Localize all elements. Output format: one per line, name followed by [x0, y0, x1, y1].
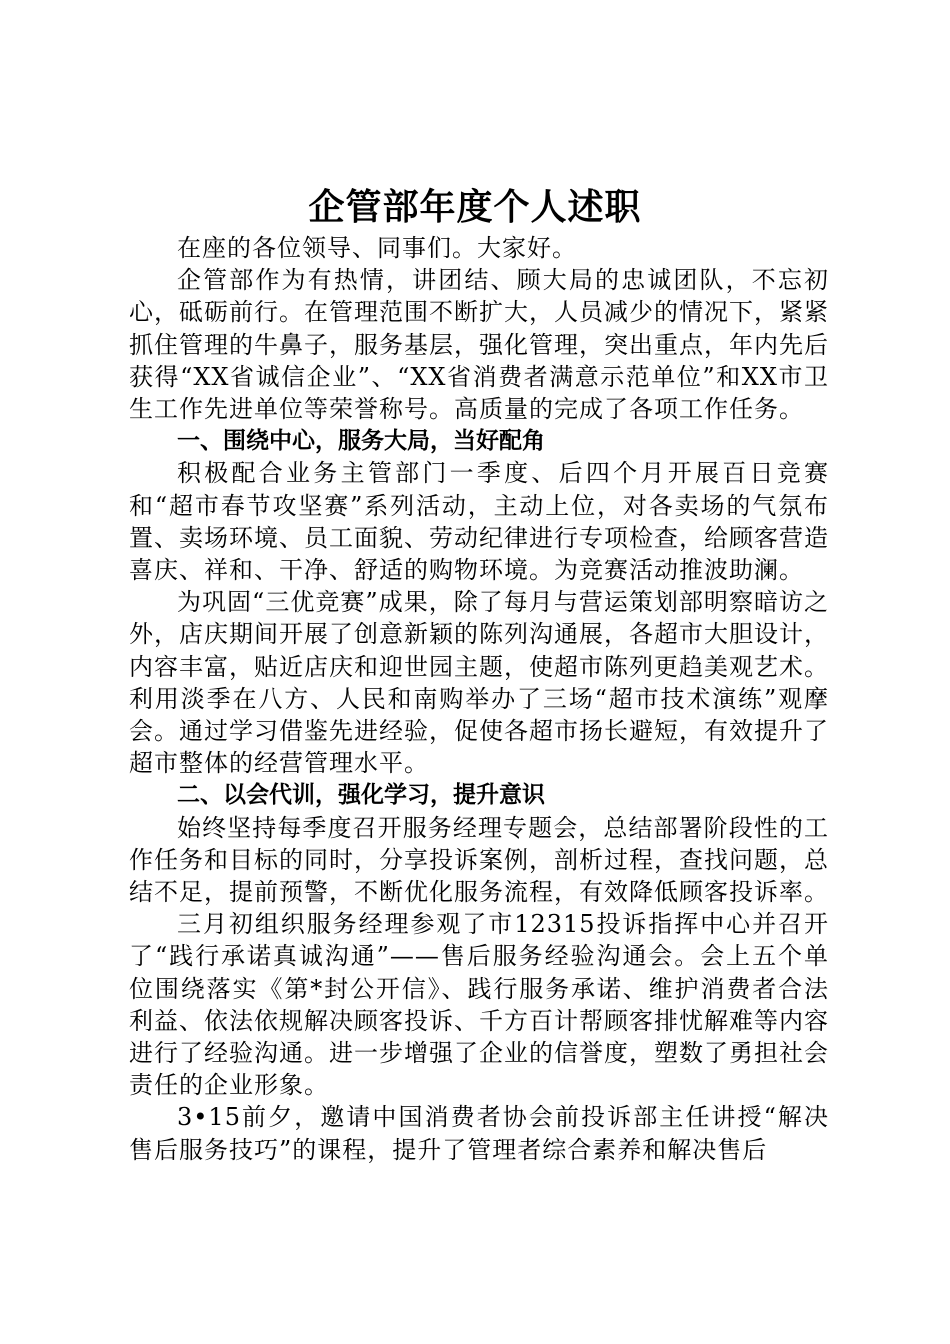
paragraph-section1-a: 积极配合业务主管部门一季度、后四个月开展百日竞赛和“超市春节攻坚赛”系列活动，主动上位，对各卖场的气氛布置、卖场环境、员工面貌、劳动纪律进行专项检查，给顾客营造喜庆、祥和、干净、舒适的购物环境。为竞赛活动推波助澜。	[129, 459, 829, 585]
paragraph-intro: 企管部作为有热情，讲团结、顾大局的忠诚团队，不忘初心，砥砺前行。在管理范围不断扩大，人员减少的情况下，紧紧抓住管理的牛鼻子，服务基层，强化管理，突出重点，年内先后获得“XX省诚信企业”、“XX省消费者满意示范单位”和XX市卫生工作先进单位等荣誉称号。高质量的完成了各项工作任务。	[129, 266, 829, 424]
paragraph-section2-a: 始终坚持每季度召开服务经理专题会，总结部署阶段性的工作任务和目标的同时，分享投诉案例，剖析过程，查找问题，总结不足，提前预警，不断优化服务流程，有效降低顾客投诉率。	[129, 813, 829, 907]
document-title: 企管部年度个人述职	[308, 186, 642, 228]
section-heading-2: 二、以会代训，强化学习，提升意识	[177, 782, 545, 809]
paragraph-greeting: 在座的各位领导、同事们。大家好。	[177, 234, 577, 262]
paragraph-section2-b: 三月初组织服务经理参观了市12315投诉指挥中心并召开了“践行承诺真诚沟通”——售后服务经验沟通会。会上五个单位围绕落实《第*封公开信》、践行服务承诺、维护消费者合法利益、依法依规解决顾客投诉、千方百计帮顾客排忧解难等内容进行了经验沟通。进一步增强了企业的信誉度，塑数了勇担社会责任的企业形象。	[129, 910, 829, 1100]
section-heading-1: 一、围绕中心，服务大局，当好配角	[177, 428, 545, 455]
paragraph-section2-c: 3•15前夕，邀请中国消费者协会前投诉部主任讲授“解决售后服务技巧”的课程，提升了管理者综合素养和解决售后	[129, 1103, 829, 1164]
document-body	[129, 232, 829, 1166]
paragraph-section1-b: 为巩固“三优竞赛”成果，除了每月与营运策划部明察暗访之外，店庆期间开展了创意新颖的陈列沟通展，各超市大胆设计，内容丰富，贴近店庆和迎世园主题，使超市陈列更趋美观艺术。利用淡季在八方、人民和南购举办了三场“超市技术演练”观摩会。通过学习借鉴先进经验，促使各超市扬长避短，有效提升了超市整体的经营管理水平。	[129, 588, 829, 778]
